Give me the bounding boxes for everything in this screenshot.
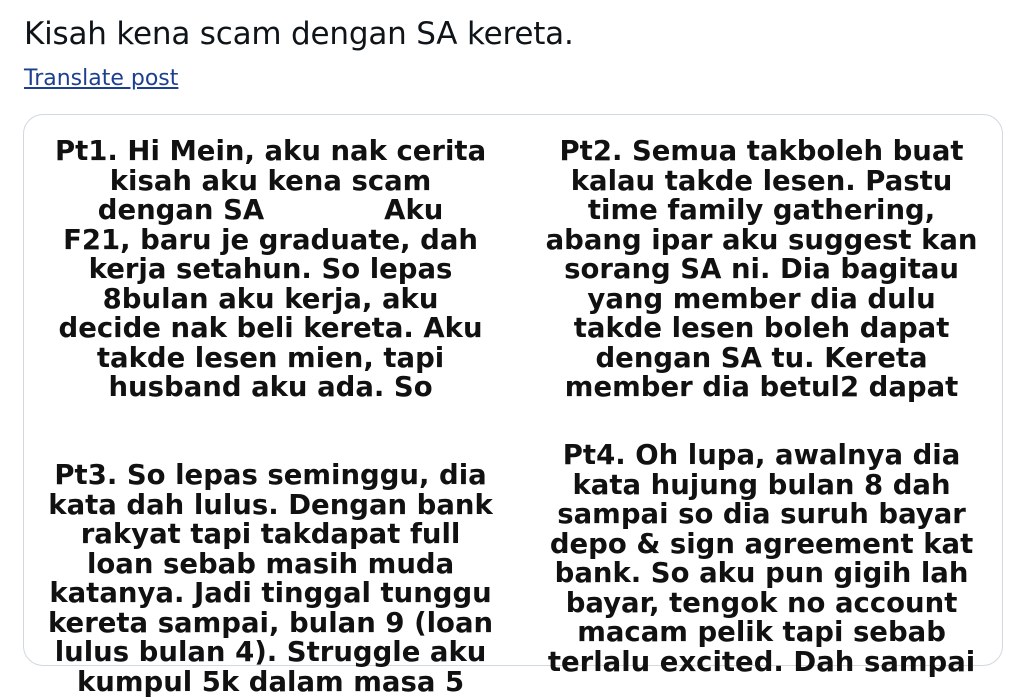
panel-line: kumpul 5k dalam masa 5 [77,665,465,698]
panel-line: husband aku ada. So [108,371,433,403]
panel-line: F21, baru je graduate, dah [63,223,479,256]
panel-text [521,427,1002,677]
panel-line: katanya. Jadi tinggal tunggu [49,577,492,609]
redacted-area [264,201,384,221]
panel-text [24,427,517,697]
translate-post-link[interactable]: Translate post [24,66,179,91]
panel-line-segment: dengan SA [97,194,265,226]
panel-line: terlalu excited. Dah sampai [547,645,976,678]
panel-line: lulus bulan 4). Struggle aku [54,636,487,668]
panel-line: bayar, tengok no account [565,586,958,619]
panel-line: loan sebab masih muda [86,547,455,580]
panel-line: time family gathering, [587,194,936,226]
panel-line: kata dah lulus. Dengan bank [48,488,493,521]
image-panel-3[interactable] [24,427,517,697]
panel-line: yang member dia dulu [587,282,936,315]
panel-line: kerja setahun. So lepas [88,253,453,285]
panel-line: kalau takde lesen. Pastu [570,164,953,197]
panel-line: Pt3. So lepas seminggu, dia [54,459,487,491]
panel-line [48,196,493,226]
panel-line: decide nak beli kereta. Aku [58,312,483,344]
panel-line: sorang SA ni. Dia bagitau [564,253,960,285]
panel-line: rakyat tapi takdapat full [80,518,461,550]
media-grid [23,114,1003,698]
panel-line: takde lesen boleh dapat [573,312,950,344]
image-panel-4[interactable] [521,427,1002,697]
panel-line: depo & sign agreement kat [549,527,974,560]
panel-line: 8bulan aku kerja, aku [102,282,439,315]
panel-line: macam pelik tapi sebab [577,616,946,648]
panel-line: abang ipar aku suggest kan [545,223,978,256]
panel-line: takde lesen mien, tapi [96,341,445,374]
post-text: Kisah kena scam dengan SA kereta. [24,16,574,52]
panel-line: bank. So aku pun gigih lah [554,557,969,589]
panel-line: kata hujung bulan 8 dah [572,468,951,501]
panel-line: sampai so dia suruh bayar [557,498,966,530]
panel-line: member dia betul2 dapat [564,371,959,403]
panel-line: kereta sampai, bulan 9 (loan [48,606,494,639]
panel-line: Pt1. Hi Mein, aku nak cerita [54,135,487,167]
panel-line: Pt2. Semua takboleh buat [559,135,964,167]
panel-text [521,115,1002,403]
panel-line: dengan SA tu. Kereta [595,341,928,374]
image-panel-1[interactable] [24,115,517,403]
panel-text [24,115,517,403]
panel-line-segment: Aku [384,194,444,226]
panel-line: Pt4. Oh lupa, awalnya dia [562,439,961,471]
image-panel-2[interactable] [521,115,1002,403]
panel-line: kisah aku kena scam [109,164,432,197]
